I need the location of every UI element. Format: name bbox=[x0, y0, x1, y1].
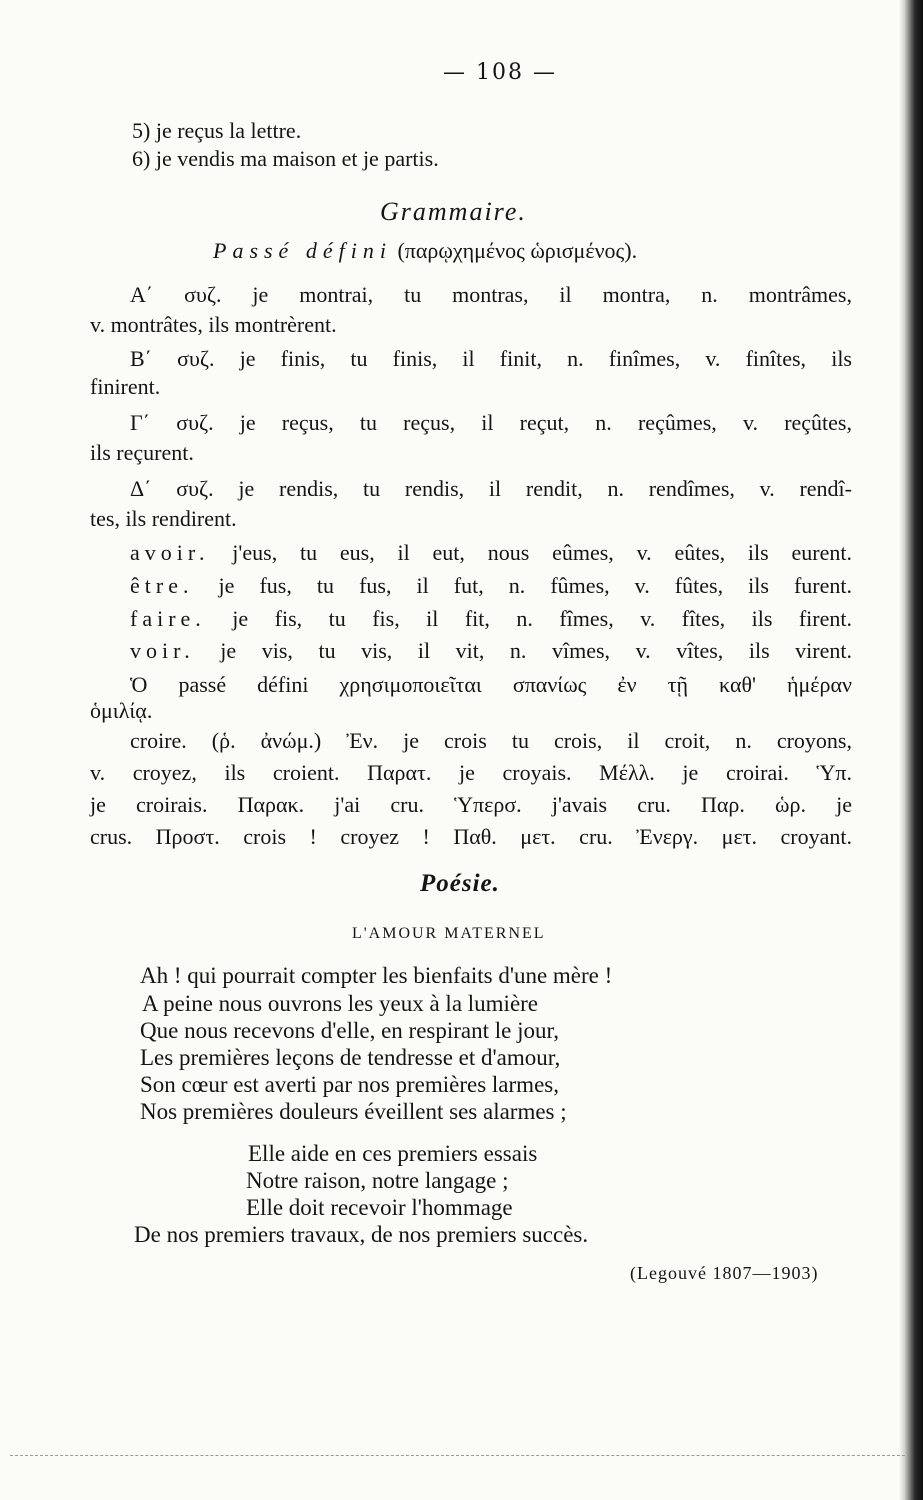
poem-line-10: De nos premiers travaux, de nos premiers succès. bbox=[134, 1222, 589, 1247]
poem-line-3: Que nous recevons d'elle, en respirant le jour, bbox=[140, 1018, 559, 1043]
forms-voir: je vis, tu vis, il vit, n. vîmes, v. vîtes, ils virent. bbox=[220, 638, 853, 663]
croire-line-4: crus. Προστ. crois ! croyez ! Παθ. μετ. cru. Ἐνεργ. μετ. croyant. bbox=[90, 824, 852, 849]
usage-note-line-1: Ὁ passé défini χρησιμοποιεῖται σπανίως ἐν τῇ καθ' ἡμέραν bbox=[130, 672, 852, 697]
poem-line-7: Elle aide en ces premiers essais bbox=[248, 1141, 538, 1166]
conjugation-line-8: tes, ils rendirent. bbox=[90, 506, 237, 531]
intro-line-6: 6) je vendis ma maison et je partis. bbox=[132, 146, 439, 171]
tense-title-french: Passé défini bbox=[213, 238, 392, 263]
usage-note-line-2: ὁμιλίᾳ. bbox=[90, 698, 153, 723]
conjugation-line-5: Γ΄ συζ. je reçus, tu reçus, il reçut, n. reçûmes, v. reçûtes, bbox=[130, 410, 852, 435]
poem-line-8: Notre raison, notre langage ; bbox=[246, 1168, 509, 1193]
poem-line-4: Les premières leçons de tendresse et d'amour, bbox=[140, 1045, 561, 1070]
poem-line-2: A peine nous ouvrons les yeux à la lumière bbox=[142, 991, 539, 1016]
croire-line-3: je croirais. Παρακ. j'ai cru. Ὑπερσ. j'avais cru. Παρ. ὡρ. je bbox=[90, 792, 852, 817]
tense-title-greek: (παρῳχημένος ὡρισμένος). bbox=[397, 238, 638, 263]
forms-avoir: j'eus, tu eus, il eut, nous eûmes, v. eûtes, ils eurent. bbox=[232, 540, 852, 565]
page-edge-shadow bbox=[905, 0, 923, 1500]
intro-line-5: 5) je reçus la lettre. bbox=[132, 118, 302, 143]
conjugation-line-3: Β΄ συζ. je finis, tu finis, il finit, n. finîmes, v. finîtes, ils bbox=[130, 346, 852, 371]
conjugation-line-1: Α΄ συζ. je montrai, tu montras, il montra, n. montrâmes, bbox=[130, 282, 852, 307]
conjugation-line-2: v. montrâtes, ils montrèrent. bbox=[90, 312, 337, 337]
author-credit: (Legouvé 1807—1903) bbox=[630, 1263, 819, 1283]
verb-voir: voir. bbox=[130, 638, 195, 663]
irregular-avoir bbox=[130, 540, 852, 566]
croire-line-1: croire. (ῥ. ἀνώμ.) Ἐν. je crois tu crois, il croit, n. croyons, bbox=[130, 728, 852, 753]
page-number: — 108 — bbox=[443, 60, 557, 85]
grammaire-heading: Grammaire. bbox=[380, 197, 527, 226]
poesie-heading: Poésie. bbox=[420, 870, 500, 897]
forms-faire: je fis, tu fis, il fit, n. fîmes, v. fîtes, ils firent. bbox=[232, 606, 852, 631]
poem-title: L'AMOUR MATERNEL bbox=[352, 925, 546, 942]
poem-line-9: Elle doit recevoir l'hommage bbox=[246, 1195, 513, 1220]
croire-line-2: v. croyez, ils croient. Παρατ. je croyais. Μέλλ. je croirai. Ὑπ. bbox=[90, 760, 852, 785]
bottom-rule bbox=[10, 1455, 905, 1457]
conjugation-line-7: Δ΄ συζ. je rendis, tu rendis, il rendit, n. rendîmes, v. rendî- bbox=[130, 476, 852, 501]
forms-etre: je fus, tu fus, il fut, n. fûmes, v. fûtes, ils furent. bbox=[218, 573, 853, 598]
irregular-etre bbox=[130, 573, 852, 599]
verb-avoir: avoir. bbox=[130, 540, 210, 565]
poem-line-6: Nos premières douleurs éveillent ses alarmes ; bbox=[140, 1099, 567, 1124]
page-edge-gradient bbox=[899, 0, 905, 1500]
tense-title bbox=[213, 238, 637, 264]
poem-line-5: Son cœur est averti par nos premières larmes, bbox=[140, 1072, 559, 1097]
verb-faire: faire. bbox=[130, 606, 206, 631]
irregular-voir bbox=[130, 638, 852, 664]
verb-etre: être. bbox=[130, 573, 194, 598]
irregular-faire bbox=[130, 606, 852, 632]
conjugation-line-4: finirent. bbox=[90, 374, 161, 399]
poem-line-1: Ah ! qui pourrait compter les bienfaits d'une mère ! bbox=[140, 963, 613, 988]
conjugation-line-6: ils reçurent. bbox=[90, 440, 194, 465]
